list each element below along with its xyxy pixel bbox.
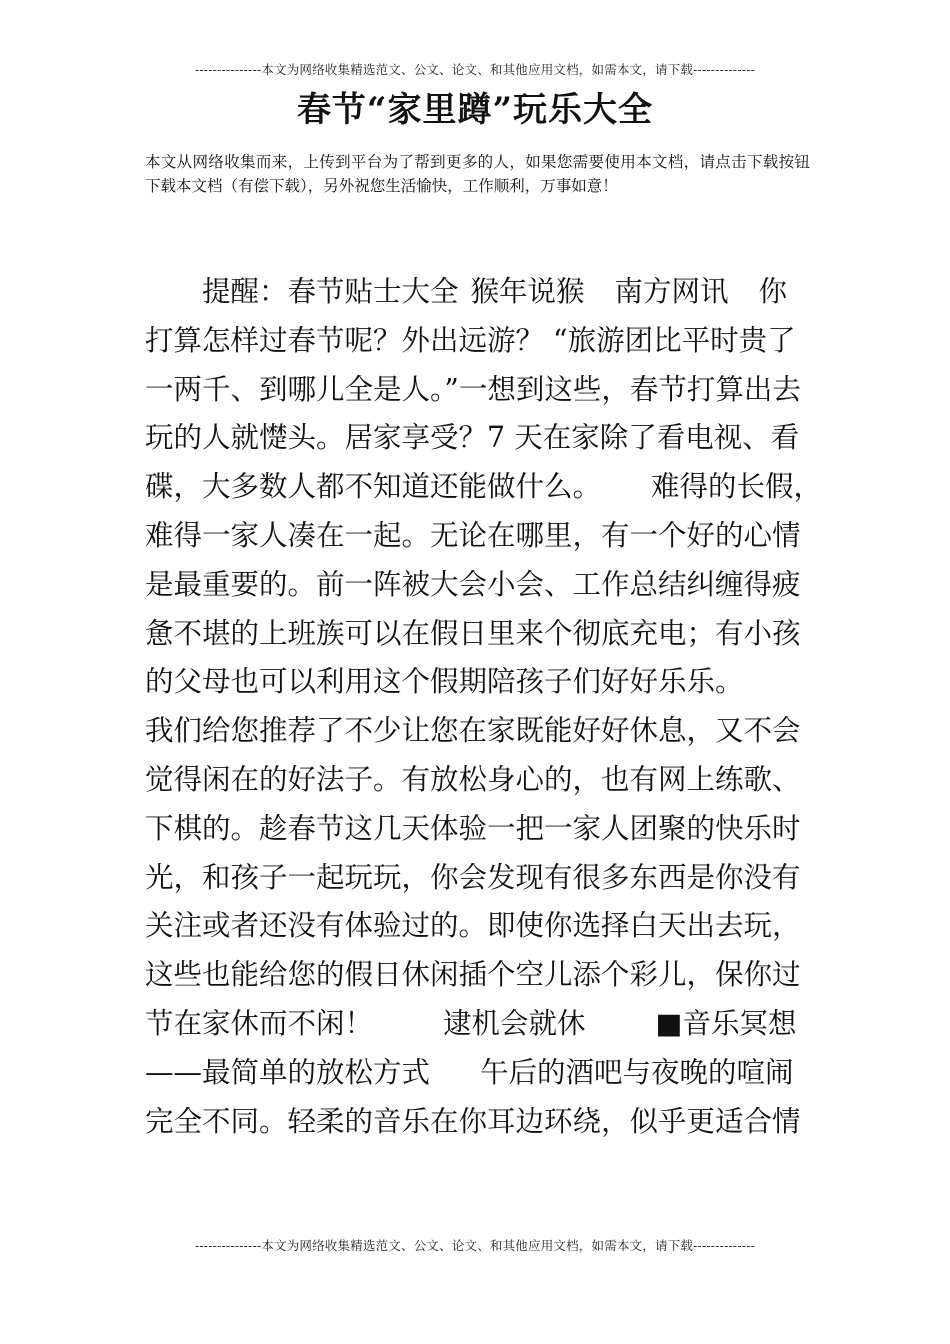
body-line: 觉得闲在的好法子。有放松身心的，也有网上练歌、 (145, 762, 801, 796)
body-line: 提醒：春节贴士大全 猴年说猴 南方网讯 你 (202, 275, 788, 308)
intro-paragraph: 本文从网络收集而来，上传到平台为了帮到更多的人，如果您需要使用本文档，请点击下载按钮下载本文档（有偿下载），另外祝您生活愉快，工作顺利，万事如意！ (145, 153, 810, 195)
body-line: 我们给您推荐了不少让您在家既能好好休息，又不会 (145, 714, 801, 748)
body-text (145, 268, 823, 1146)
body-line: 打算怎样过春节呢？外出远游？ “旅游团比平时贵了 (145, 323, 796, 357)
body-line: 这些也能给您的假日休闲插个空儿添个彩儿，保你过 (145, 958, 801, 992)
body-line: 玩的人就憷头。居家享受？7 天在家除了看电视、看 (145, 421, 800, 455)
body-line: 难得一家人凑在一起。无论在哪里，有一个好的心情 (145, 518, 801, 552)
body-line: 下棋的。趁春节这几天体验一把一家人团聚的快乐时 (145, 811, 801, 845)
body-line: 惫不堪的上班族可以在假日里来个彻底充电；有小孩 (145, 616, 801, 650)
header-banner: ---------------本文为网络收集精选范文、公文、论文、和其他应用文档，如需本文，请下载-------------- (194, 62, 756, 77)
body-line: 节在家休而不闲！ 逮机会就休 ■音乐冥想 (145, 1006, 797, 1040)
footer-banner: ---------------本文为网络收集精选范文、公文、论文、和其他应用文档，如需本文，请下载-------------- (194, 1238, 756, 1253)
body-line: 碟，大多数人都不知道还能做什么。 难得的长假， (145, 470, 823, 504)
body-line: 一两千、到哪儿全是人。”一想到这些，春节打算出去 (145, 372, 801, 406)
body-line: 光，和孩子一起玩玩，你会发现有很多东西是你没有 (145, 860, 801, 894)
body-line: 是最重要的。前一阵被大会小会、工作总结纠缠得疲 (145, 567, 801, 601)
body-line: 完全不同。轻柔的音乐在你耳边环绕，似乎更适合情 (145, 1104, 801, 1138)
document-title: 春节“家里蹲”玩乐大全 (296, 90, 654, 130)
body-line: ——最简单的放松方式 午后的酒吧与夜晚的喧闹 (145, 1055, 794, 1089)
body-line: 的父母也可以利用这个假期陪孩子们好好乐乐。 (145, 665, 744, 699)
body-line: 关注或者还没有体验过的。即使你选择白天出去玩， (145, 909, 801, 943)
